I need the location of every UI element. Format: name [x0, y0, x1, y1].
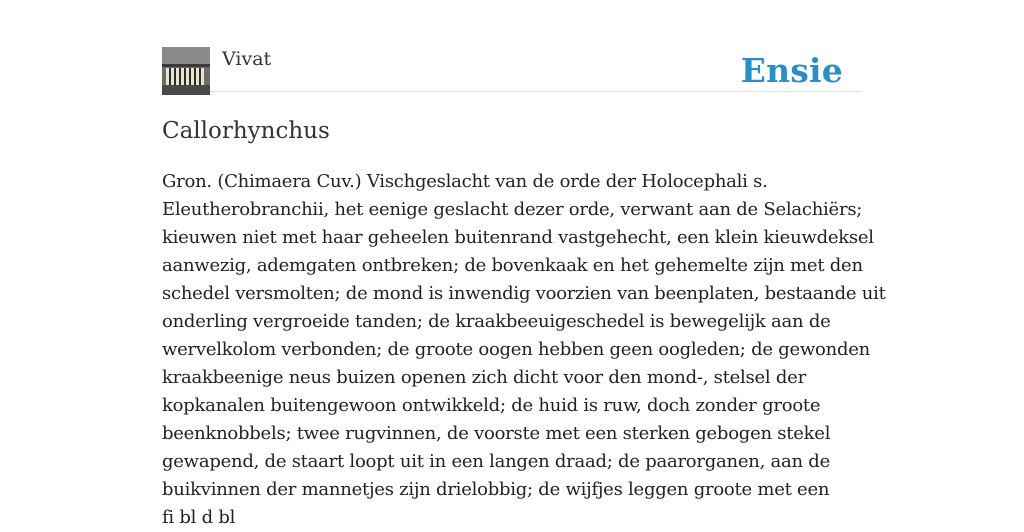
article-body-line: aanwezig, ademgaten ontbreken; de bovenkaak en het gehemelte zijn met den	[162, 255, 863, 276]
page-header	[162, 47, 862, 92]
source-name[interactable]: Vivat	[222, 48, 272, 70]
ensie-logo[interactable]: Ensie	[740, 51, 843, 90]
article-body-line: Eleutherobranchii, het eenige geslacht dezer orde, verwant aan de Selachiërs;	[162, 199, 863, 220]
article-body-line: fi bl d bl	[162, 507, 236, 528]
article-body-line: kopkanalen buitengewoon ontwikkeld; de huid is ruw, doch zonder groote	[162, 395, 821, 416]
article-body-line: beenknobbels; twee rugvinnen, de voorste met een sterken gebogen stekel	[162, 423, 831, 444]
article-body-line: buikvinnen der mannetjes zijn drielobbig; de wijfjes leggen groote met een	[162, 479, 830, 500]
bookshelf-avatar-icon[interactable]	[162, 47, 210, 95]
article-body-line: schedel versmolten; de mond is inwendig voorzien van beenplaten, bestaande uit	[162, 283, 886, 304]
article-title: Callorhynchus	[162, 118, 330, 144]
article-body	[162, 168, 886, 532]
article-body-line: kieuwen niet met haar geheelen buitenrand vastgehecht, een klein kieuwdeksel	[162, 227, 874, 248]
article-body-line: kraakbeenige neus buizen openen zich dicht voor den mond-, stelsel der	[162, 367, 806, 388]
article-body-line: onderling vergroeide tanden; de kraakbeeuigeschedel is bewegelijk aan de	[162, 311, 831, 332]
article-body-line: Gron. (Chimaera Cuv.) Vischgeslacht van de orde der Holocephali s.	[162, 171, 768, 192]
article-body-line: gewapend, de staart loopt uit in een langen draad; de paarorganen, aan de	[162, 451, 830, 472]
article-body-line: wervelkolom verbonden; de groote oogen hebben geen oogleden; de gewonden	[162, 339, 871, 360]
